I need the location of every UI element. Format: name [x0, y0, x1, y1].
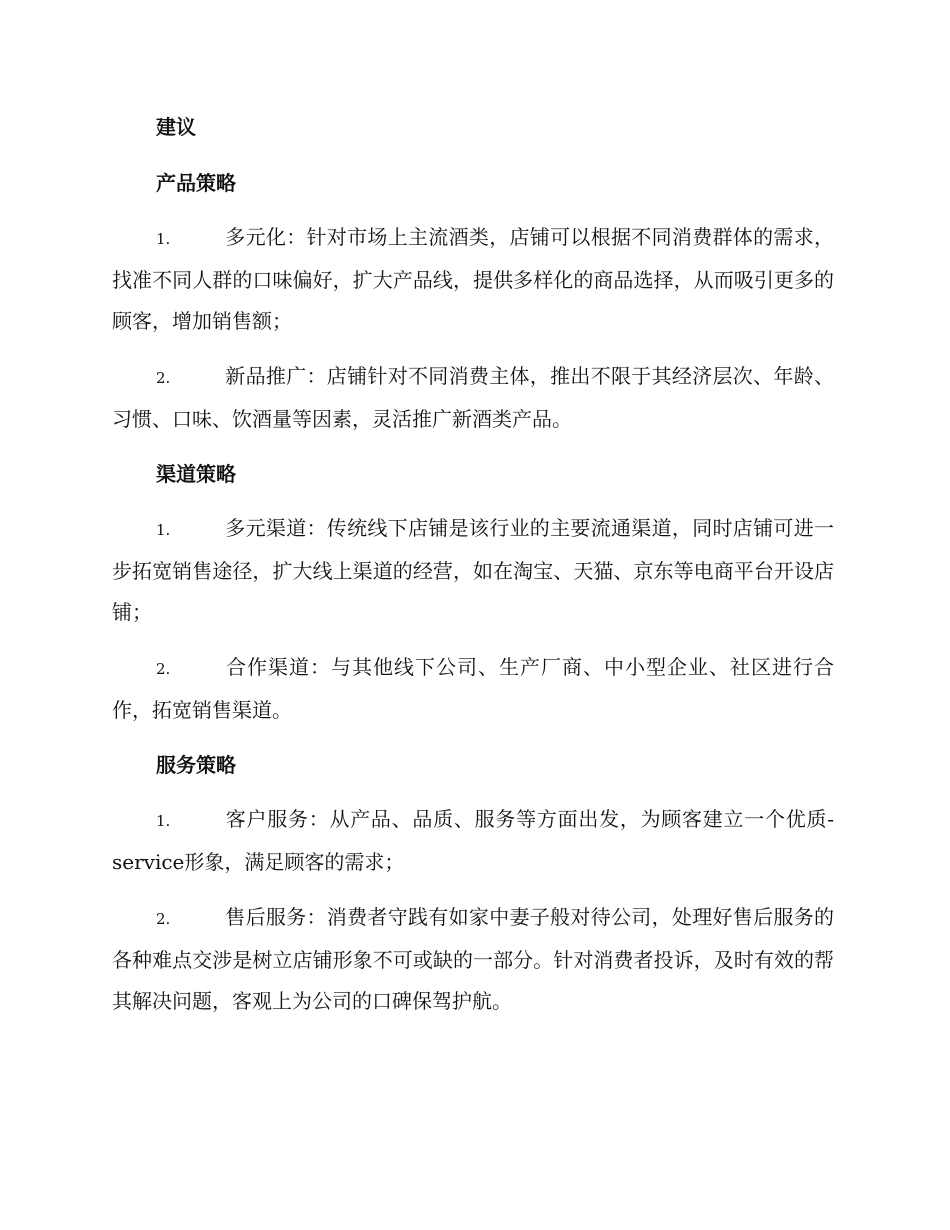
section-heading-product-strategy: 产品策略 [156, 171, 236, 195]
list-item-number: 1. [156, 521, 171, 539]
section-heading-channel-strategy: 渠道策略 [156, 462, 236, 486]
list-item-text: 新品推广：店铺针对不同消费主体，推出不限于其经济层次、年龄、习惯、口味、饮酒量等因素，灵活推广新酒类产品。 [112, 364, 834, 431]
document-title: 建议 [156, 115, 196, 139]
list-item [112, 508, 834, 633]
list-item-number: 1. [156, 230, 171, 248]
list-item [112, 897, 834, 1022]
list-item [112, 356, 834, 440]
list-item-text: 售后服务：消费者守践有如家中妻子般对待公司，处理好售后服务的各种难点交涉是树立店铺形象不可或缺的一部分。针对消费者投诉，及时有效的帮其解决问题，客观上为公司的口碑保驾护航。 [112, 905, 834, 1013]
list-item [112, 217, 834, 342]
list-item [112, 647, 834, 731]
list-item-number: 2. [156, 369, 171, 387]
list-item-number: 1. [156, 812, 171, 830]
list-item-text: 合作渠道：与其他线下公司、生产厂商、中小型企业、社区进行合作，拓宽销售渠道。 [112, 655, 834, 722]
list-item-number: 2. [156, 660, 171, 678]
list-item [112, 799, 834, 883]
list-item-text: 多元化：针对市场上主流酒类，店铺可以根据不同消费群体的需求，找准不同人群的口味偏好，扩大产品线，提供多样化的商品选择，从而吸引更多的顾客，增加销售额； [112, 225, 834, 333]
list-item-text: 客户服务：从产品、品质、服务等方面出发，为顾客建立一个优质-service形象，满足顾客的需求； [112, 807, 834, 874]
section-heading-service-strategy: 服务策略 [156, 753, 236, 777]
list-item-text: 多元渠道：传统线下店铺是该行业的主要流通渠道，同时店铺可进一步拓宽销售途径，扩大线上渠道的经营，如在淘宝、天猫、京东等电商平台开设店铺； [112, 516, 834, 624]
list-item-number: 2. [156, 910, 171, 928]
